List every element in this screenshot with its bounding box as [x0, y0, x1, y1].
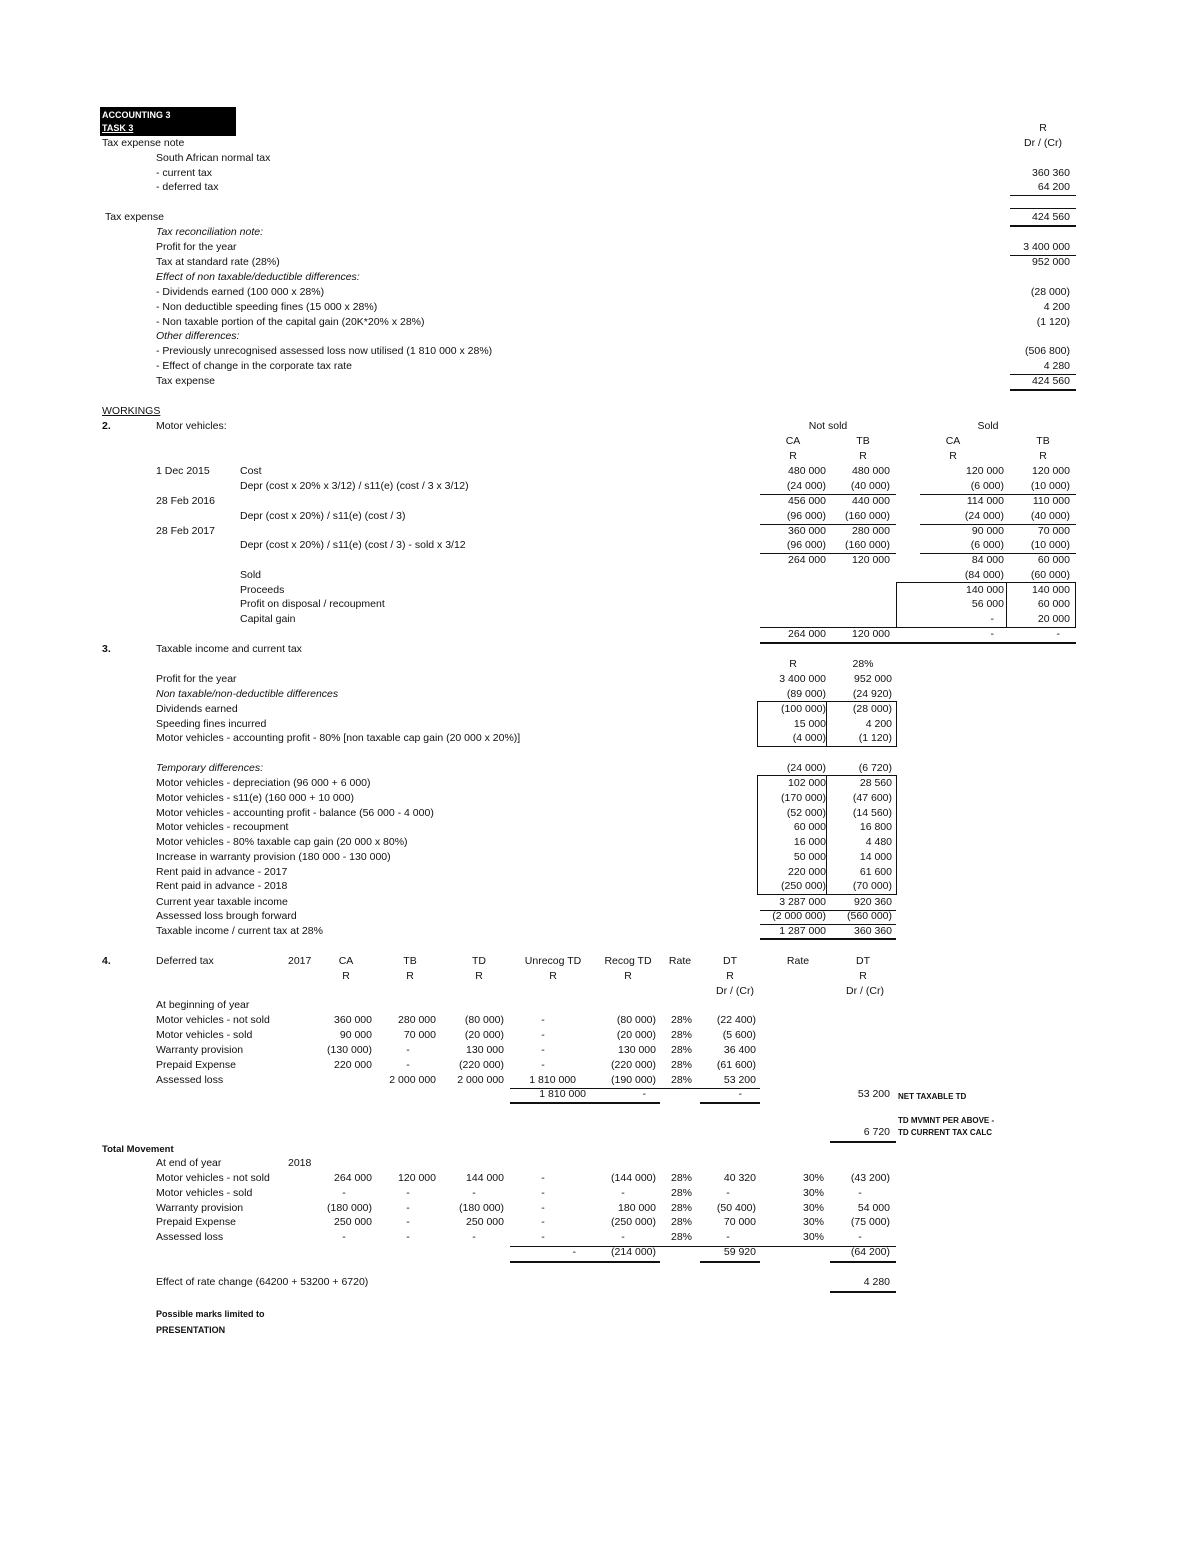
cell-ca-sold: (6 000) — [970, 480, 1004, 492]
cell-tb-sold: 60 000 — [1037, 554, 1070, 566]
table-cell: 220 000 — [334, 1059, 372, 1071]
row-date: 1 Dec 2015 — [156, 465, 210, 477]
table-cell: 250 000 — [334, 1216, 372, 1228]
cell-tb: 120 000 — [852, 554, 890, 566]
pct-head: 28% — [852, 658, 874, 670]
row-label: Assessed loss — [156, 1074, 224, 1086]
header-task: TASK 3 — [102, 123, 134, 133]
not-sold-head: Not sold — [808, 420, 848, 432]
cell-tb-sold: (10 000) — [1030, 539, 1070, 551]
deferred-tax-col-head: TD — [472, 955, 486, 967]
table-cell: (180 000) — [459, 1202, 504, 1214]
row-desc: Depr (cost x 20% x 3/12) / s11(e) (cost / 3 x 3/12) — [240, 480, 469, 492]
table-cell: - — [726, 1187, 730, 1199]
cell-ca-sold: (84 000) — [964, 569, 1004, 581]
current-tax-value: 360 360 — [1032, 167, 1070, 179]
table-cell: 30% — [802, 1187, 824, 1199]
row-label: Motor vehicles - 80% taxable cap gain (20 000 x 80%) — [156, 836, 408, 848]
table-cell: (190 000) — [611, 1074, 656, 1086]
r-head: R — [1039, 450, 1047, 462]
recon-dividends-label: - Dividends earned (100 000 x 28%) — [156, 286, 325, 298]
cell-ca-sold: 120 000 — [966, 465, 1004, 477]
table-cell: (144 000) — [611, 1172, 656, 1184]
cell-28pct: (14 560) — [852, 807, 892, 819]
document-header — [100, 107, 236, 136]
recon-rate-label: - Effect of change in the corporate tax rate — [156, 360, 352, 372]
table-cell: - — [621, 1187, 625, 1199]
cell-tb-sold: 70 000 — [1037, 525, 1070, 537]
rate-change-value: 4 280 — [863, 1276, 890, 1288]
deferred-tax-col-unit: R — [475, 970, 483, 982]
table-cell: 70 000 — [723, 1216, 756, 1228]
movement-value: 6 720 — [863, 1126, 890, 1138]
table-cell: 28% — [670, 1029, 692, 1041]
cell-28pct: 360 360 — [854, 925, 892, 937]
cell-tb-sold: - — [1056, 628, 1060, 640]
table-cell: 90 000 — [339, 1029, 372, 1041]
row-label: Increase in warranty provision (180 000 - 130 000) — [156, 851, 391, 863]
row-label: Assessed loss — [156, 1231, 224, 1243]
table-cell: 2 000 000 — [389, 1074, 436, 1086]
row-label: Motor vehicles - accounting profit - balance (56 000 - 4 000) — [156, 807, 434, 819]
cell-ca-sold: 56 000 — [971, 598, 1004, 610]
deferred-tax-col-unit: R — [624, 970, 632, 982]
row-label: Temporary differences: — [156, 762, 263, 774]
cell-28pct: 61 600 — [859, 866, 892, 878]
net-taxable-td-label: NET TAXABLE TD — [898, 1092, 967, 1101]
row-desc: Capital gain — [240, 613, 296, 625]
cell-r: (52 000) — [786, 807, 826, 819]
row-label: Motor vehicles - s11(e) (160 000 + 10 000) — [156, 792, 354, 804]
table-cell: - — [406, 1187, 410, 1199]
movement-label-1: TD MVMNT PER ABOVE - — [898, 1116, 995, 1125]
row-label: Motor vehicles - recoupment — [156, 821, 289, 833]
marks-note: Possible marks limited to — [156, 1309, 265, 1319]
cell-r: 1 287 000 — [779, 925, 826, 937]
cell-28pct: 16 800 — [859, 821, 892, 833]
row-desc: Depr (cost x 20%) / s11(e) (cost / 3) — [240, 510, 406, 522]
row-label: Motor vehicles - depreciation (96 000 + 6 000) — [156, 777, 371, 789]
table-cell: (20 000) — [464, 1029, 504, 1041]
row-label: Motor vehicles - not sold — [156, 1172, 270, 1184]
deferred-tax-col-unit: R — [342, 970, 350, 982]
deferred-tax-value: 64 200 — [1037, 181, 1070, 193]
cell-28pct: 920 360 — [854, 896, 892, 908]
row-label: Rent paid in advance - 2018 — [156, 880, 288, 892]
cell-tb: 280 000 — [852, 525, 890, 537]
end-total-unrecog: - — [572, 1246, 576, 1258]
recon-capgain-value: (1 120) — [1036, 316, 1070, 328]
table-cell: (61 600) — [716, 1059, 756, 1071]
deferred-tax-col-head: TB — [403, 955, 417, 967]
table-cell: 70 000 — [403, 1029, 436, 1041]
table-cell: (20 000) — [616, 1029, 656, 1041]
taxable-income-title: Taxable income and current tax — [156, 643, 302, 655]
table-cell: 28% — [670, 1216, 692, 1228]
recon-loss-value: (506 800) — [1025, 345, 1070, 357]
table-cell: 30% — [802, 1172, 824, 1184]
row-desc: Proceeds — [240, 584, 285, 596]
rate-change-label: Effect of rate change (64200 + 53200 + 6720) — [156, 1276, 369, 1288]
table-cell: (5 600) — [722, 1029, 756, 1041]
cell-ca: 456 000 — [788, 495, 826, 507]
table-cell: (80 000) — [616, 1014, 656, 1026]
cell-ca-sold: 140 000 — [966, 584, 1004, 596]
table-cell: 30% — [802, 1216, 824, 1228]
row-label: Motor vehicles - sold — [156, 1187, 253, 1199]
ca-head: CA — [945, 435, 961, 447]
drcr-head: Dr / (Cr) — [716, 985, 754, 997]
tax-note-title: Tax expense note — [102, 137, 185, 149]
table-cell: - — [541, 1014, 545, 1026]
table-cell: 54 000 — [857, 1202, 890, 1214]
table-cell: (180 000) — [327, 1202, 372, 1214]
begin-total-recog: - — [642, 1088, 646, 1100]
cell-tb-sold: 110 000 — [1032, 495, 1070, 507]
row-label: Current year taxable income — [156, 896, 288, 908]
row-desc: Depr (cost x 20%) / s11(e) (cost / 3) - sold x 3/12 — [240, 539, 466, 551]
sold-head: Sold — [977, 420, 999, 432]
deferred-tax-col-unit: R — [549, 970, 557, 982]
table-cell: - — [406, 1231, 410, 1243]
row-label: Warranty provision — [156, 1202, 244, 1214]
table-cell: - — [541, 1029, 545, 1041]
row-label: Motor vehicles - sold — [156, 1029, 253, 1041]
table-cell: 53 200 — [723, 1074, 756, 1086]
cell-tb-sold: 120 000 — [1032, 465, 1070, 477]
cell-ca-sold: (6 000) — [970, 539, 1004, 551]
table-cell: 264 000 — [334, 1172, 372, 1184]
cell-tb: 480 000 — [852, 465, 890, 477]
ca-head: CA — [785, 435, 801, 447]
cell-r: 3 287 000 — [779, 896, 826, 908]
deferred-tax-col-unit: R — [406, 970, 414, 982]
recon-capgain-label: - Non taxable portion of the capital gain (20K*20% x 28%) — [156, 316, 425, 328]
cell-ca: 480 000 — [788, 465, 826, 477]
cell-tb: (160 000) — [845, 510, 890, 522]
table-cell: (80 000) — [464, 1014, 504, 1026]
tax-expense-label: Tax expense — [105, 211, 164, 223]
cell-r: (170 000) — [781, 792, 826, 804]
table-cell: 360 000 — [334, 1014, 372, 1026]
end-total-dt30: (64 200) — [850, 1246, 890, 1258]
cell-r: 60 000 — [793, 821, 826, 833]
cell-ca: 360 000 — [788, 525, 826, 537]
end-total-recog: (214 000) — [611, 1246, 656, 1258]
row-label: Non taxable/non-deductible differences — [156, 688, 339, 700]
recon-total-label: Tax expense — [156, 375, 215, 387]
row-label: Prepaid Expense — [156, 1059, 236, 1071]
deferred-tax-col-unit: R — [859, 970, 867, 982]
cell-ca: 264 000 — [788, 628, 826, 640]
row-label: Prepaid Expense — [156, 1216, 236, 1228]
cell-ca-sold: (24 000) — [964, 510, 1004, 522]
tax-expense-total: 424 560 — [1032, 211, 1070, 223]
row-label: Speeding fines incurred — [156, 718, 267, 730]
r-head: R — [789, 658, 797, 670]
deferred-tax-col-head: CA — [338, 955, 354, 967]
cell-tb-sold: (40 000) — [1030, 510, 1070, 522]
table-cell: 28% — [670, 1202, 692, 1214]
row-date: 28 Feb 2017 — [156, 525, 215, 537]
row-label: Dividends earned — [156, 703, 238, 715]
table-cell: 180 000 — [618, 1202, 656, 1214]
row-label: Warranty provision — [156, 1044, 244, 1056]
recon-profit-label: Profit for the year — [156, 241, 237, 253]
year-2017: 2017 — [288, 955, 312, 967]
row-date: 28 Feb 2016 — [156, 495, 215, 507]
recon-total-value: 424 560 — [1032, 375, 1070, 387]
cell-ca-sold: - — [990, 613, 994, 625]
deferred-tax-col-head: Unrecog TD — [524, 955, 582, 967]
table-cell: (75 000) — [850, 1216, 890, 1228]
column-head-r: R — [1039, 122, 1047, 134]
header-title: ACCOUNTING 3 — [102, 110, 171, 120]
working-number: 3. — [102, 643, 111, 655]
cell-r: 15 000 — [793, 718, 826, 730]
table-cell: 2 000 000 — [457, 1074, 504, 1086]
cell-28pct: 4 200 — [865, 718, 892, 730]
table-cell: 40 320 — [723, 1172, 756, 1184]
cell-r: 16 000 — [793, 836, 826, 848]
row-label: Motor vehicles - not sold — [156, 1014, 270, 1026]
table-cell: - — [342, 1231, 346, 1243]
cell-ca: (96 000) — [786, 510, 826, 522]
table-cell: (50 400) — [716, 1202, 756, 1214]
movement-label-2: TD CURRENT TAX CALC — [898, 1128, 993, 1137]
cell-ca-sold: 114 000 — [966, 495, 1004, 507]
table-cell: 28% — [670, 1044, 692, 1056]
row-desc: Sold — [240, 569, 262, 581]
table-cell: - — [406, 1216, 410, 1228]
sa-normal-tax-label: South African normal tax — [156, 152, 271, 164]
year-2018: 2018 — [288, 1157, 312, 1169]
table-cell: 144 000 — [466, 1172, 504, 1184]
cell-28pct: (1 120) — [858, 732, 892, 744]
cell-ca: 264 000 — [788, 554, 826, 566]
end-label: At end of year — [156, 1157, 222, 1169]
cell-28pct: (28 000) — [852, 703, 892, 715]
table-cell: - — [858, 1231, 862, 1243]
deferred-tax-col-unit: R — [726, 970, 734, 982]
table-cell: 130 000 — [618, 1044, 656, 1056]
row-label: Assessed loss brough forward — [156, 910, 297, 922]
cell-ca-sold: - — [990, 628, 994, 640]
table-cell: (130 000) — [327, 1044, 372, 1056]
begin-label: At beginning of year — [156, 999, 250, 1011]
cell-tb-sold: (10 000) — [1030, 480, 1070, 492]
workings-title: WORKINGS — [102, 405, 161, 417]
motor-vehicles-title: Motor vehicles: — [156, 420, 227, 432]
table-cell: 28% — [670, 1014, 692, 1026]
cell-r: 3 400 000 — [779, 673, 826, 685]
net-taxable-td-value: 53 200 — [857, 1088, 890, 1100]
table-cell: 28% — [670, 1187, 692, 1199]
deferred-tax-col-head: Rate — [786, 955, 810, 967]
table-cell: - — [726, 1231, 730, 1243]
cell-tb-sold: 20 000 — [1037, 613, 1070, 625]
deferred-tax-title: Deferred tax — [156, 955, 214, 967]
recon-profit-value: 3 400 000 — [1023, 241, 1070, 253]
drcr-head: Dr / (Cr) — [846, 985, 884, 997]
r-head: R — [949, 450, 957, 462]
table-cell: - — [858, 1187, 862, 1199]
cell-tb: 120 000 — [852, 628, 890, 640]
row-label: Taxable income / current tax at 28% — [156, 925, 323, 937]
table-cell: - — [541, 1187, 545, 1199]
table-cell: - — [541, 1059, 545, 1071]
cell-28pct: 952 000 — [854, 673, 892, 685]
cell-r: (2 000 000) — [772, 910, 826, 922]
table-cell: - — [406, 1202, 410, 1214]
table-cell: 28% — [670, 1172, 692, 1184]
recon-fines-value: 4 200 — [1043, 301, 1070, 313]
table-cell: 250 000 — [466, 1216, 504, 1228]
recon-other-title: Other differences: — [156, 330, 240, 342]
table-cell: 28% — [670, 1231, 692, 1243]
cell-ca: (96 000) — [786, 539, 826, 551]
begin-total-unrecog: 1 810 000 — [539, 1088, 586, 1100]
begin-total-dt: - — [738, 1088, 742, 1100]
table-cell: 30% — [802, 1231, 824, 1243]
table-cell: - — [541, 1231, 545, 1243]
table-cell: 130 000 — [466, 1044, 504, 1056]
recon-loss-label: - Previously unrecognised assessed loss now utilised (1 810 000 x 28%) — [156, 345, 493, 357]
cell-ca-sold: 84 000 — [971, 554, 1004, 566]
row-label: Motor vehicles - accounting profit - 80% [non taxable cap gain (20 000 x 20%)] — [156, 732, 521, 744]
table-cell: - — [342, 1187, 346, 1199]
cell-28pct: 4 480 — [865, 836, 892, 848]
table-cell: - — [406, 1044, 410, 1056]
deferred-tax-col-head: DT — [723, 955, 737, 967]
presentation-note: PRESENTATION — [156, 1325, 226, 1335]
cell-r: 102 000 — [788, 777, 826, 789]
table-cell: 28% — [670, 1074, 692, 1086]
end-total-dt: 59 920 — [723, 1246, 756, 1258]
total-movement-label: Total Movement — [102, 1144, 174, 1155]
table-cell: 1 810 000 — [529, 1074, 576, 1086]
table-cell: - — [406, 1059, 410, 1071]
cell-tb-sold: (60 000) — [1030, 569, 1070, 581]
current-tax-label: - current tax — [156, 167, 213, 179]
r-head: R — [859, 450, 867, 462]
table-cell: 28% — [670, 1059, 692, 1071]
row-desc: Profit on disposal / recoupment — [240, 598, 385, 610]
table-cell: (250 000) — [611, 1216, 656, 1228]
working-number: 2. — [102, 420, 111, 432]
cell-r: (4 000) — [792, 732, 826, 744]
cell-r: 220 000 — [788, 866, 826, 878]
table-cell: - — [541, 1044, 545, 1056]
table-cell: (22 400) — [716, 1014, 756, 1026]
deferred-tax-col-head: DT — [856, 955, 870, 967]
row-label: Profit for the year — [156, 673, 237, 685]
recon-fines-label: - Non deductible speeding fines (15 000 x 28%) — [156, 301, 378, 313]
table-cell: - — [472, 1231, 476, 1243]
working-number: 4. — [102, 955, 111, 967]
table-cell: - — [621, 1231, 625, 1243]
recon-std-value: 952 000 — [1032, 256, 1070, 268]
column-head-drcr: Dr / (Cr) — [1024, 137, 1062, 149]
deferred-tax-col-head: Rate — [668, 955, 692, 967]
table-cell: (220 000) — [459, 1059, 504, 1071]
row-label: Rent paid in advance - 2017 — [156, 866, 288, 878]
recon-std-label: Tax at standard rate (28%) — [156, 256, 280, 268]
table-cell: 36 400 — [723, 1044, 756, 1056]
table-cell: (220 000) — [611, 1059, 656, 1071]
cell-28pct: 28 560 — [859, 777, 892, 789]
cell-ca-sold: 90 000 — [971, 525, 1004, 537]
cell-28pct: (560 000) — [847, 910, 892, 922]
cell-28pct: (47 600) — [852, 792, 892, 804]
recon-title: Tax reconciliation note: — [156, 226, 264, 238]
table-cell: (43 200) — [850, 1172, 890, 1184]
cell-tb: 440 000 — [852, 495, 890, 507]
cell-28pct: (6 720) — [858, 762, 892, 774]
tb-head: TB — [1036, 435, 1050, 447]
table-cell: - — [541, 1216, 545, 1228]
cell-tb: (40 000) — [850, 480, 890, 492]
cell-28pct: (24 920) — [852, 688, 892, 700]
table-cell: 280 000 — [398, 1014, 436, 1026]
table-cell: - — [472, 1187, 476, 1199]
cell-ca: (24 000) — [786, 480, 826, 492]
cell-r: (89 000) — [786, 688, 826, 700]
cell-28pct: (70 000) — [852, 880, 892, 892]
cell-tb: (160 000) — [845, 539, 890, 551]
cell-r: (24 000) — [786, 762, 826, 774]
cell-28pct: 14 000 — [859, 851, 892, 863]
recon-effect-title: Effect of non taxable/deductible differences: — [156, 271, 360, 283]
cell-r: 50 000 — [793, 851, 826, 863]
cell-tb-sold: 140 000 — [1032, 584, 1070, 596]
deferred-tax-col-head: Recog TD — [604, 955, 652, 967]
recon-dividends-value: (28 000) — [1030, 286, 1070, 298]
table-cell: - — [541, 1172, 545, 1184]
cell-r: (100 000) — [781, 703, 826, 715]
tb-head: TB — [856, 435, 870, 447]
recon-rate-value: 4 280 — [1043, 360, 1070, 372]
table-cell: 30% — [802, 1202, 824, 1214]
r-head: R — [789, 450, 797, 462]
deferred-tax-label: - deferred tax — [156, 181, 219, 193]
table-cell: - — [541, 1202, 545, 1214]
cell-tb-sold: 60 000 — [1037, 598, 1070, 610]
row-desc: Cost — [240, 465, 262, 477]
table-cell: 120 000 — [398, 1172, 436, 1184]
cell-r: (250 000) — [781, 880, 826, 892]
